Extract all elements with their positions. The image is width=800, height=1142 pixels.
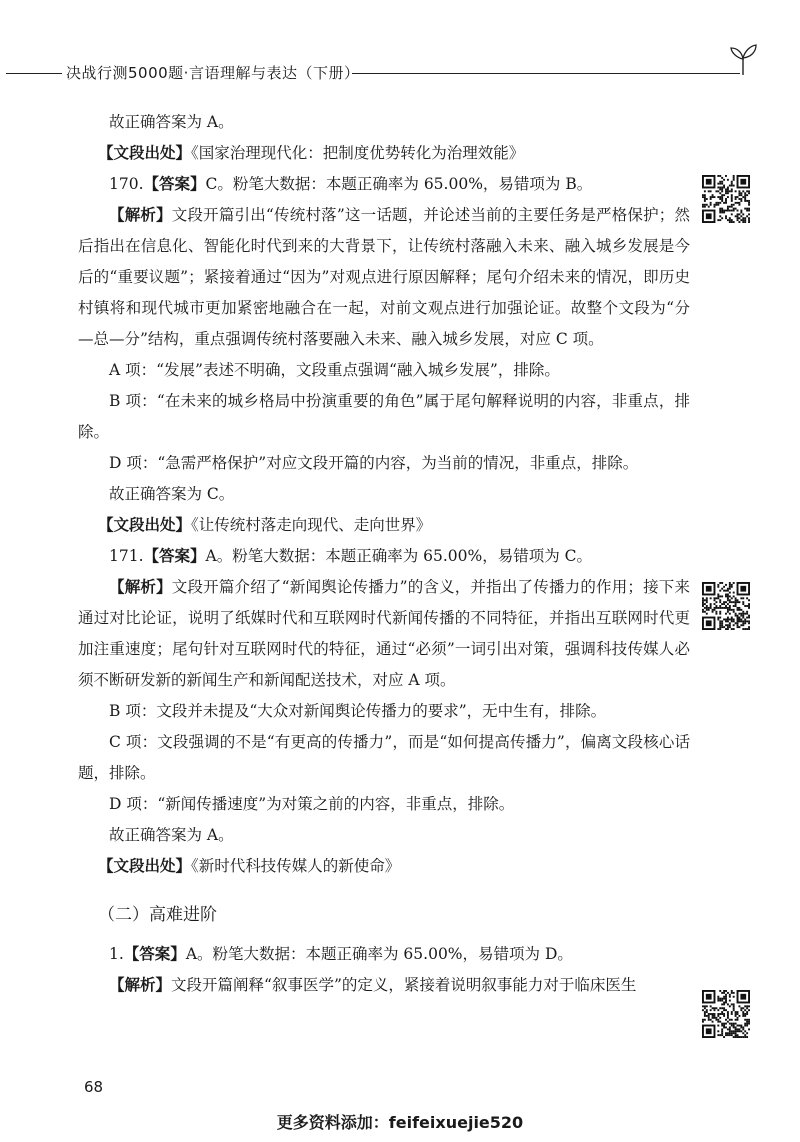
answer-line <box>78 541 690 572</box>
analysis-text: 文段开篇阐释“叙事医学”的定义，紧接着说明叙事能力对于临床医生 <box>171 976 637 994</box>
source-line <box>78 851 690 882</box>
header-title: 决战行测5000题·言语理解与表达（下册） <box>66 64 360 82</box>
body-paragraph: B 项：“在未来的城乡格局中扮演重要的角色”属于尾句解释说明的内容，非重点，排除。 <box>78 392 690 441</box>
body-paragraph: D 项：“急需严格保护”对应文段开篇的内容，为当前的情况，非重点，排除。 <box>109 454 639 472</box>
source-title: 《国家治理现代化：把制度优势转化为治理效能》 <box>191 144 525 162</box>
source-line <box>78 138 690 169</box>
body-paragraph: 故正确答案为 A。 <box>109 113 234 131</box>
answer-label: 【答案】 <box>123 945 186 963</box>
section-heading: （二）高难进阶 <box>98 905 217 925</box>
header-rule-right <box>352 73 740 74</box>
analysis-text: 文段开篇引出“传统村落”这一话题，并论述当前的主要任务是严格保护；然后指出在信息化、智能化时代到来的大背景下，让传统村落融入未来、融入城乡发展是今后的“重要议题”；紧接着通过“因为”对观点进行原因解释；尾句介绍未来的情况，即历史村镇将和现代城市更加紧密地融合在一起，对前文观点进行加强论证。故整个文段为“分—总—分”结构，重点强调传统村落要融入未来、融入城乡发展，对应 C 项。 <box>78 206 690 348</box>
page-body <box>78 107 690 1001</box>
source-title: 《新时代科技传媒人的新使命》 <box>191 857 401 875</box>
body-paragraph: A 项：“发展”表述不明确，文段重点强调“融入城乡发展”，排除。 <box>109 361 560 379</box>
body-paragraph: C 项：文段强调的不是“有更高的传播力”，而是“如何提高传播力”，偏离文段核心话题，排除。 <box>78 733 690 782</box>
footer-note: 更多资料添加：feifeixuejie520 <box>276 1113 524 1132</box>
analysis-paragraph <box>78 200 690 355</box>
answer-text: A。粉笔大数据：本题正确率为 65.00%，易错项为 C。 <box>205 547 593 565</box>
source-title: 《让传统村落走向现代、走向世界》 <box>191 516 432 534</box>
question-number: 170. <box>109 175 144 193</box>
answer-text: A。粉笔大数据：本题正确率为 65.00%，易错项为 D。 <box>185 945 573 963</box>
analysis-label: 【解析】 <box>109 206 172 224</box>
answer-label: 【答案】 <box>143 175 206 193</box>
source-label: 【文段出处】 <box>98 516 192 534</box>
qr-code-icon[interactable] <box>702 582 750 630</box>
analysis-paragraph <box>78 970 690 1001</box>
body-paragraph: B 项：文段并未提及“大众对新闻舆论传播力的要求”，无中生有，排除。 <box>109 702 607 720</box>
sprout-icon <box>728 42 758 76</box>
analysis-label: 【解析】 <box>109 578 172 596</box>
analysis-label: 【解析】 <box>109 976 172 994</box>
answer-line <box>78 939 690 970</box>
analysis-text: 文段开篇介绍了“新闻舆论传播力”的含义，并指出了传播力的作用；接下来通过对比论证，说明了纸媒时代和互联网时代新闻传播的不同特征，并指出互联网时代更加注重速度；尾句针对互联网时代的特征，通过“必须”一词引出对策，强调科技传媒人必须不断研发新的新闻生产和新闻配送技术，对应 A 项。 <box>78 578 690 689</box>
body-paragraph: 故正确答案为 C。 <box>109 485 235 503</box>
running-header <box>0 60 800 90</box>
analysis-paragraph <box>78 572 690 696</box>
answer-line <box>78 169 690 200</box>
answer-label: 【答案】 <box>143 547 206 565</box>
header-rule-left <box>6 73 62 74</box>
question-number: 1. <box>109 945 124 963</box>
answer-text: C。粉笔大数据：本题正确率为 65.00%，易错项为 B。 <box>205 175 593 193</box>
qr-code-icon[interactable] <box>702 175 750 223</box>
page-number: 68 <box>84 1078 104 1096</box>
source-label: 【文段出处】 <box>98 144 192 162</box>
qr-code-icon[interactable] <box>702 990 750 1038</box>
question-number: 171. <box>109 547 144 565</box>
body-paragraph: D 项：“新闻传播速度”为对策之前的内容，非重点，排除。 <box>109 795 515 813</box>
source-label: 【文段出处】 <box>98 857 192 875</box>
body-paragraph: 故正确答案为 A。 <box>109 826 234 844</box>
source-line <box>78 510 690 541</box>
